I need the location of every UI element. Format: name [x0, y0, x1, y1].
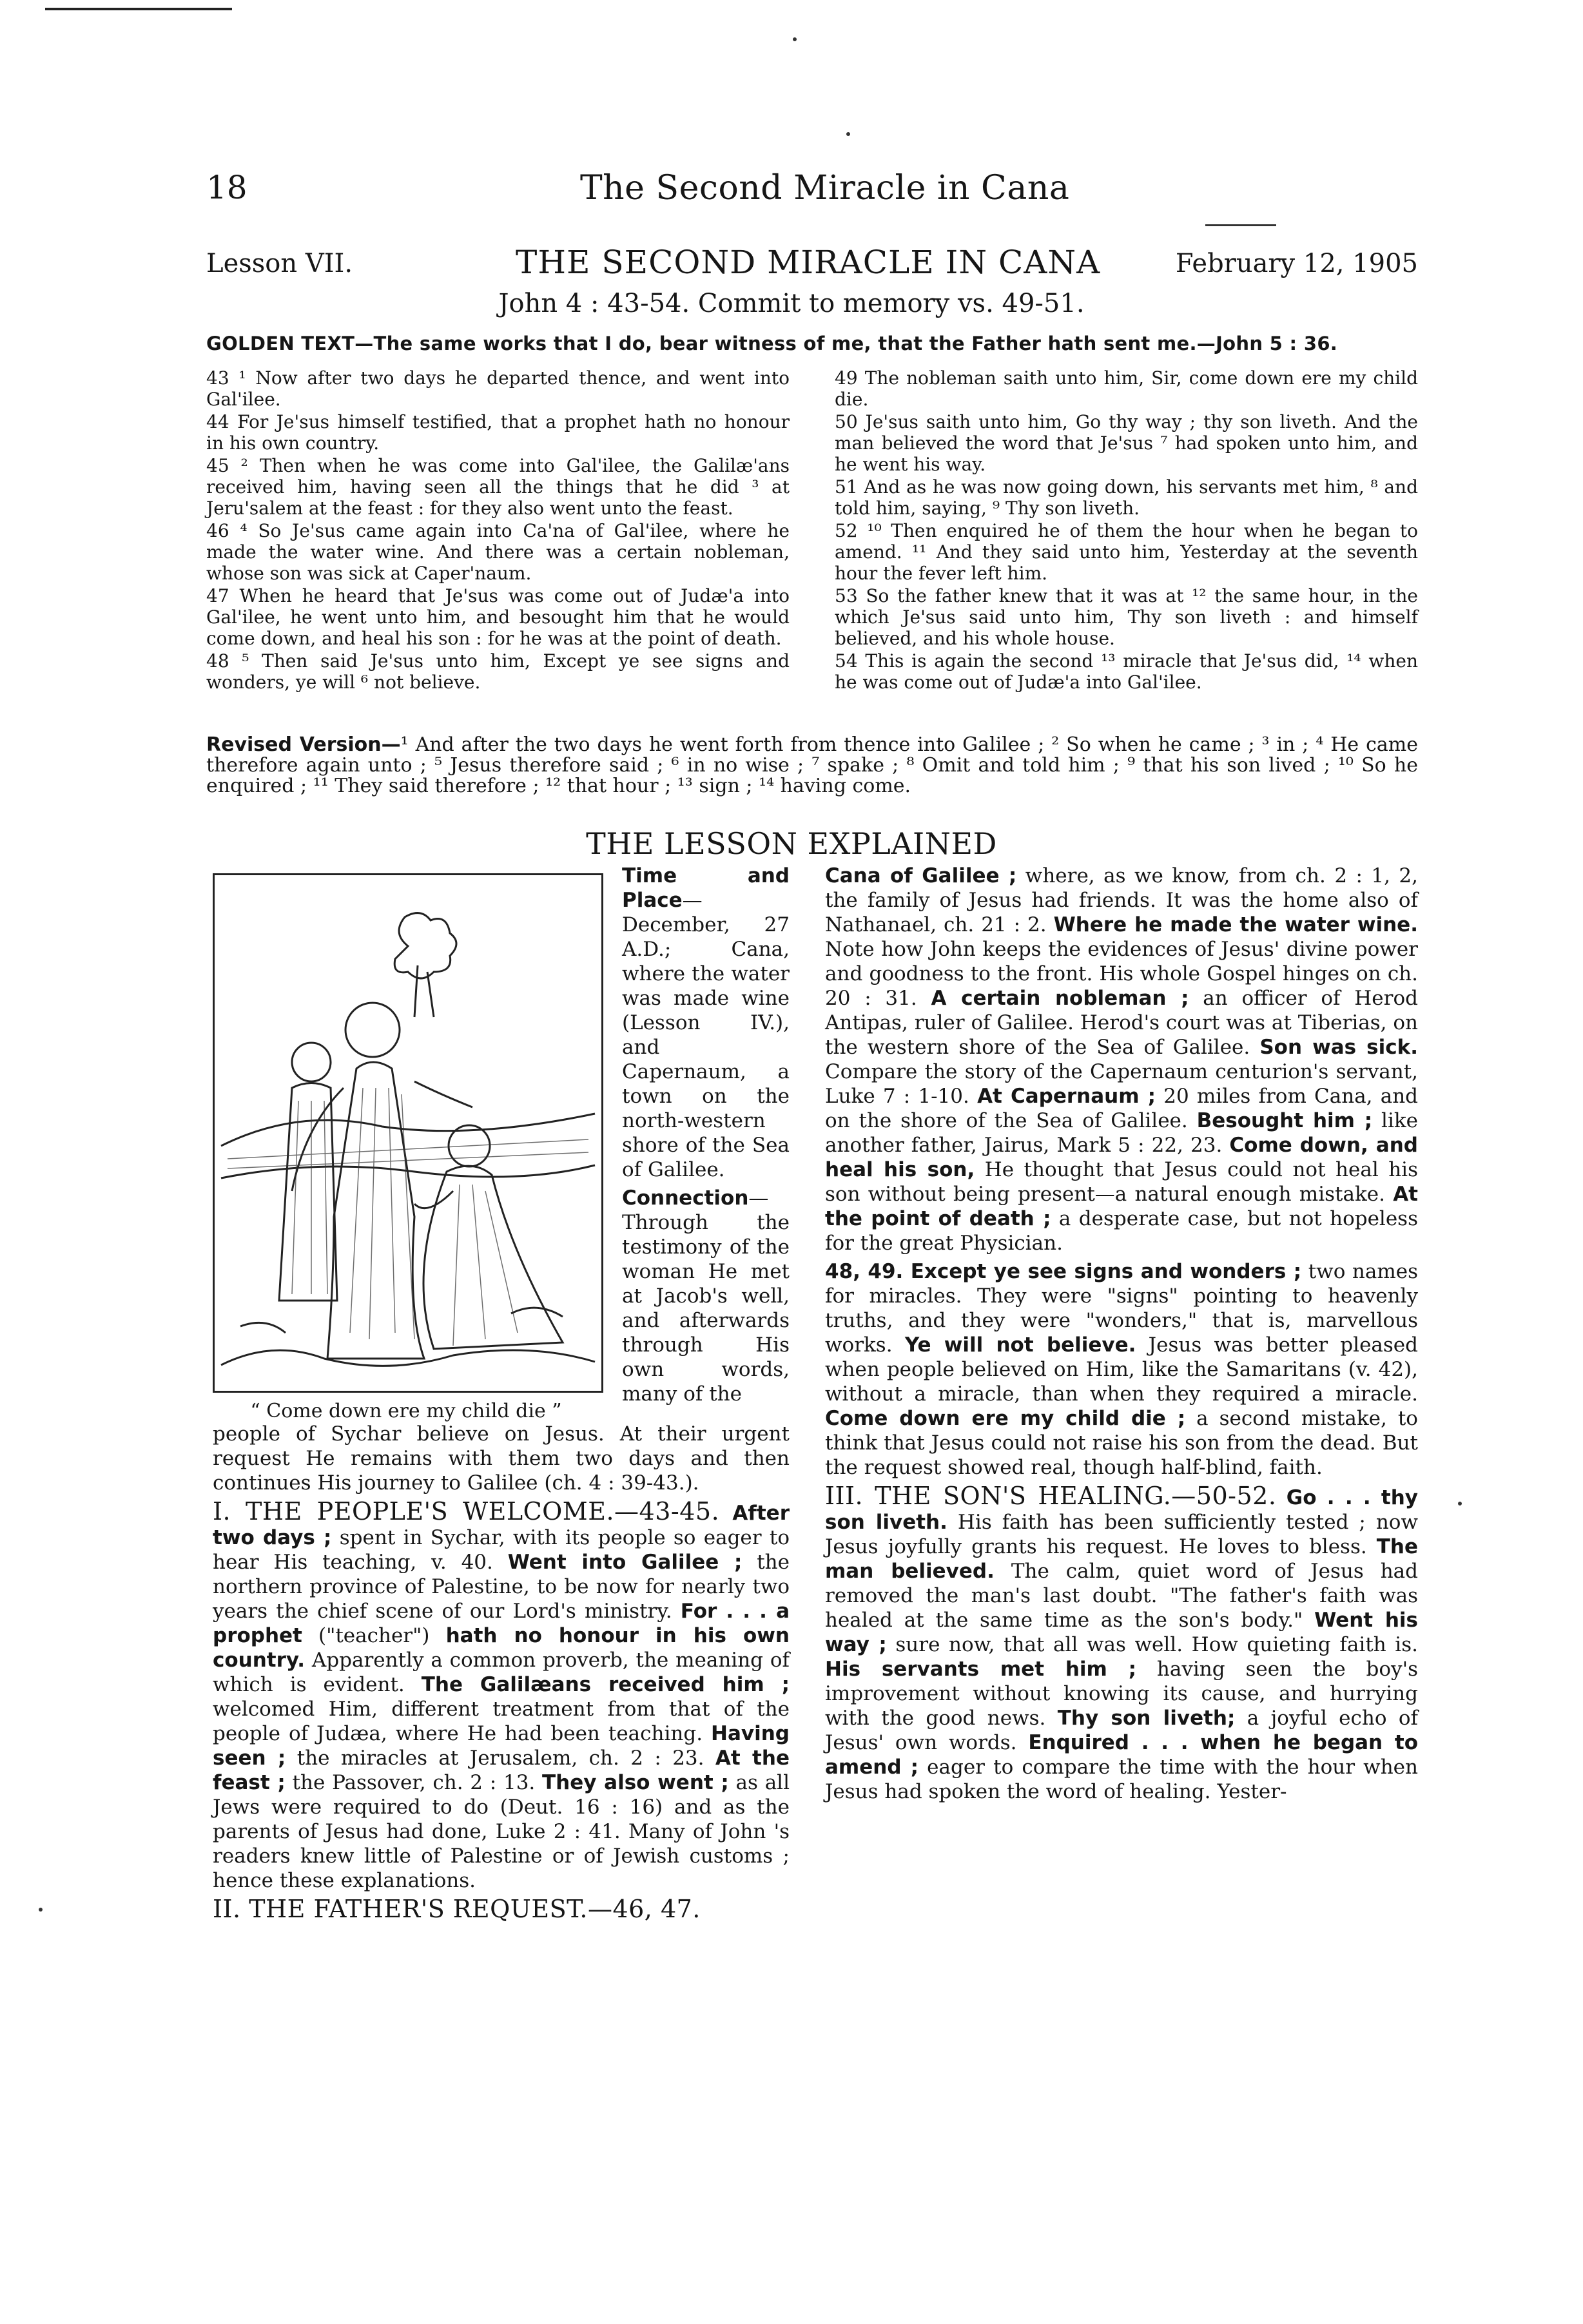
connection-text: —Through the testimony of the woman He met at Jacob's well, and afterwards through His own words, many of the	[622, 1186, 790, 1406]
section-3	[825, 1484, 1418, 1804]
bold-phrase: Ye will not believe.	[904, 1333, 1136, 1357]
bold-phrase: hath no honour in his own country.	[213, 1624, 790, 1672]
body-text: The calm, quiet word of Jesus had removed the man's last doubt. "The father's faith was healed at the same time as the son's body."	[825, 1560, 1418, 1632]
section-3-body	[825, 1486, 1418, 1803]
running-head	[206, 169, 1495, 220]
lesson-date: February 12, 1905	[1175, 249, 1418, 278]
lesson-header	[206, 244, 1418, 289]
body-text: ("teacher")	[302, 1624, 446, 1647]
bold-phrase: After two days ;	[213, 1502, 790, 1549]
side-column	[622, 864, 790, 1410]
bold-phrase: Enquired . . . when he began to amend ;	[825, 1731, 1418, 1779]
body-text: as all Jews were required to do (Deut. 16 : 16) and as the parents of Jesus had done, Luke 2 : 41. Many of John 's readers knew little of Palestine or of Jewish customs ; hence these explanations.	[213, 1771, 790, 1892]
revised-version	[206, 735, 1418, 797]
bold-phrase: For . . . a prophet	[213, 1600, 790, 1647]
bold-phrase: The man believed.	[825, 1535, 1418, 1583]
verse: 43 ¹ Now after two days he departed thence, and went into Gal'ilee.	[206, 367, 790, 410]
bold-phrase: Went his way ;	[825, 1609, 1418, 1656]
body-text: He thought that Jesus could not heal his son without being present—a natural enough mistake.	[825, 1158, 1418, 1206]
bold-phrase: Come down, and heal his son,	[825, 1134, 1418, 1181]
bold-phrase: A certain nobleman ;	[931, 987, 1189, 1010]
body-text: sure now, that all was well. How quieting faith is.	[886, 1633, 1418, 1656]
time-place-label: Time and Place	[622, 864, 790, 912]
commentary-right	[825, 864, 1418, 1808]
golden-text: GOLDEN TEXT—The same works that I do, bear witness of me, that the Father hath sent me.—John 5 : 36.	[206, 333, 1338, 354]
section-2-body	[825, 864, 1418, 1255]
body-text: where, as we know, from ch. 2 : 1, 2, the family of Jesus had friends. It was the home also of Nathanael, ch. 21 : 2.	[825, 864, 1419, 936]
revised-version-label: Revised Version—	[206, 733, 401, 756]
print-speck	[1458, 1502, 1462, 1506]
bold-phrase: Thy son liveth;	[1057, 1707, 1236, 1730]
body-text: like another father, Jairus, Mark 5 : 22, 23.	[825, 1109, 1418, 1157]
section-1-body	[213, 1502, 790, 1892]
bold-phrase: Cana of Galilee ;	[825, 864, 1017, 887]
body-text: Jesus was better pleased when people believed on Him, like the Samaritans (v. 42), without a miracle, than when they required a miracle.	[825, 1333, 1418, 1406]
body-text: spent in Sychar, with its people so eager to hear His teaching, v. 40.	[213, 1526, 790, 1574]
bold-phrase: Go . . . thy son liveth.	[825, 1486, 1418, 1534]
body-text: the northern province of Palestine, to be now for nearly two years the chief scene of our Lord's ministry.	[213, 1551, 790, 1623]
scripture-column-right	[835, 367, 1418, 694]
verse: 53 So the father knew that it was at ¹² the same hour, in the which Je'sus said unto him, Thy son liveth : and himself believed, and his whole house.	[835, 585, 1418, 649]
body-text: Apparently a common proverb, the meaning of which is evident.	[213, 1649, 790, 1696]
ornament-dash	[1205, 224, 1276, 226]
section-2-heading-para	[213, 1897, 790, 1923]
section-3-heading: III. THE SON'S HEALING.—50-52.	[825, 1482, 1277, 1510]
body-text: Note how John keeps the evidences of Jesus' divine power and goodness to the front. His whole Gospel hinges on ch. 20 : 31.	[825, 938, 1418, 1010]
bold-phrase: Besought him ;	[1196, 1109, 1373, 1132]
page-number: 18	[206, 169, 248, 206]
connection-label: Connection	[622, 1186, 749, 1210]
verse: 51 And as he was now going down, his servants met him, ⁸ and told him, saying, ⁹ Thy son liveth.	[835, 476, 1418, 519]
connection-para	[622, 1186, 790, 1406]
bold-phrase: His servants met him ;	[825, 1658, 1137, 1681]
scripture-column-left	[206, 367, 790, 694]
body-text: Compare the story of the Capernaum centurion's servant, Luke 7 : 1-10.	[825, 1060, 1418, 1108]
bold-phrase: Son was sick.	[1259, 1036, 1418, 1059]
print-speck	[793, 37, 797, 41]
body-text: 20 miles from Cana, and on the shore of the Sea of Galilee.	[825, 1085, 1419, 1132]
body-text: an officer of Herod Antipas, ruler of Galilee. Herod's court was at Tiberias, on the western shore of the Sea of Galilee.	[825, 987, 1418, 1059]
verse: 47 When he heard that Je'sus was come out of Judæ'a into Gal'ilee, he went unto him, and besought him that he would come down, and heal his son : for he was at the point of death.	[206, 585, 790, 649]
bold-phrase: Where he made the water wine.	[1053, 913, 1418, 936]
body-text: His faith has been sufficiently tested ; now Jesus joyfully grants his request. He loves to bless.	[825, 1511, 1418, 1558]
illustration-jesus-and-nobleman	[213, 873, 603, 1393]
body-text: a joyful echo of Jesus' own words.	[825, 1707, 1418, 1754]
lesson-title: THE SECOND MIRACLE IN CANA	[516, 244, 1101, 281]
bold-phrase: 48, 49. Except ye see signs and wonders ;	[825, 1260, 1302, 1283]
verse: 45 ² Then when he was come into Gal'ilee, the Galilæ'ans received him, having seen all the things that he did ³ at Jeru'salem at the feast : for they also went unto the feast.	[206, 455, 790, 519]
body-text: the Passover, ch. 2 : 13.	[285, 1771, 543, 1794]
verse: 46 ⁴ So Je'sus came again into Ca'na of Gal'ilee, where he made the water wine. And there was a certain nobleman, whose son was sick at Caper'naum.	[206, 520, 790, 584]
top-rule	[45, 8, 232, 10]
print-speck	[846, 132, 850, 136]
section-1-heading: I. THE PEOPLE'S WELCOME.—43-45.	[213, 1497, 720, 1525]
verse: 52 ¹⁰ Then enquired he of them the hour when he began to amend. ¹¹ And they said unto him, Yesterday at the seventh hour the fever left him.	[835, 520, 1418, 584]
bold-phrase: Having seen ;	[213, 1722, 790, 1770]
body-text: a desperate case, but not hopeless for the great Physician.	[825, 1207, 1419, 1255]
body-text: eager to compare the time with the hour when Jesus had spoken the word of healing. Yester-	[825, 1756, 1418, 1803]
verse: 44 For Je'sus himself testified, that a prophet hath no honour in his own country.	[206, 411, 790, 454]
bold-phrase: They also went ;	[542, 1771, 729, 1794]
verse: 50 Je'sus saith unto him, Go thy way ; thy son liveth. And the man believed the word that Je'sus ⁷ had spoken unto him, and he went his way.	[835, 411, 1418, 475]
body-text: welcomed Him, different treatment from that of the people of Judæa, where He had been teaching.	[213, 1698, 790, 1745]
body-text: the miracles at Jerusalem, ch. 2 : 23.	[286, 1747, 715, 1770]
body-text: two names for miracles. They were "signs" pointing to heavenly truths, and they were "wonders," that is, marvellous works.	[825, 1260, 1418, 1357]
time-place-text: —December, 27 A.D.; Cana, where the water was made wine (Lesson IV.), and Capernaum, a town on the north-western shore of the Sea of Galilee.	[622, 889, 790, 1181]
connection-continuation: people of Sychar believe on Jesus. At their urgent request He remains with them two days and then continues His journey to Galilee (ch. 4 : 39-43.).	[213, 1422, 790, 1495]
engraving-illustration	[215, 875, 601, 1391]
verse: 49 The nobleman saith unto him, Sir, come down ere my child die.	[835, 367, 1418, 410]
scripture-reference: John 4 : 43-54. Commit to memory vs. 49-51.	[498, 289, 1085, 318]
bold-phrase: Went into Galilee ;	[507, 1551, 743, 1574]
running-title: The Second Miracle in Cana	[580, 169, 1070, 208]
section-2-heading: II. THE FATHER'S REQUEST.—46, 47.	[213, 1895, 701, 1923]
bold-phrase: At the feast ;	[213, 1747, 790, 1794]
bold-phrase: At the point of death ;	[825, 1183, 1418, 1230]
verse: 48 ⁵ Then said Je'sus unto him, Except ye see signs and wonders, ye will ⁶ not believe.	[206, 650, 790, 693]
commentary-left	[213, 1422, 790, 1927]
para-48-49	[825, 1259, 1418, 1480]
print-speck	[39, 1908, 43, 1912]
lesson-label: Lesson VII.	[206, 249, 353, 278]
bold-phrase: Come down ere my child die ;	[825, 1407, 1186, 1430]
body-text: a second mistake, to think that Jesus could not raise his son from the dead. But the request showed real, though half-blind, faith.	[825, 1407, 1418, 1479]
revised-version-text: ¹ And after the two days he went forth from thence into Galilee ; ² So when he came ; ³ in ; ⁴ He came therefore again unto ; ⁵ Jesus therefore said ; ⁶ in no wise ; ⁷ spake ; ⁸ Omit and told him ; ⁹ that his son lived ; ¹⁰ So he enquired ; ¹¹ They said therefore ; ¹² that hour ; ¹³ sign ; ¹⁴ having come.	[206, 733, 1418, 797]
time-place-para	[622, 864, 790, 1182]
verse: 54 This is again the second ¹³ miracle that Je'sus did, ¹⁴ when he was come out of Judæ'a into Gal'ilee.	[835, 650, 1418, 693]
body-text: having seen the boy's improvement without knowing its cause, and hurrying with the good news.	[825, 1658, 1419, 1730]
bold-phrase: The Galilæans received him ;	[421, 1673, 790, 1696]
section-1	[213, 1499, 790, 1893]
bold-phrase: At Capernaum ;	[977, 1085, 1156, 1108]
lesson-explained-heading: THE LESSON EXPLAINED	[586, 826, 997, 861]
figure-caption: “ Come down ere my child die ”	[250, 1400, 562, 1422]
